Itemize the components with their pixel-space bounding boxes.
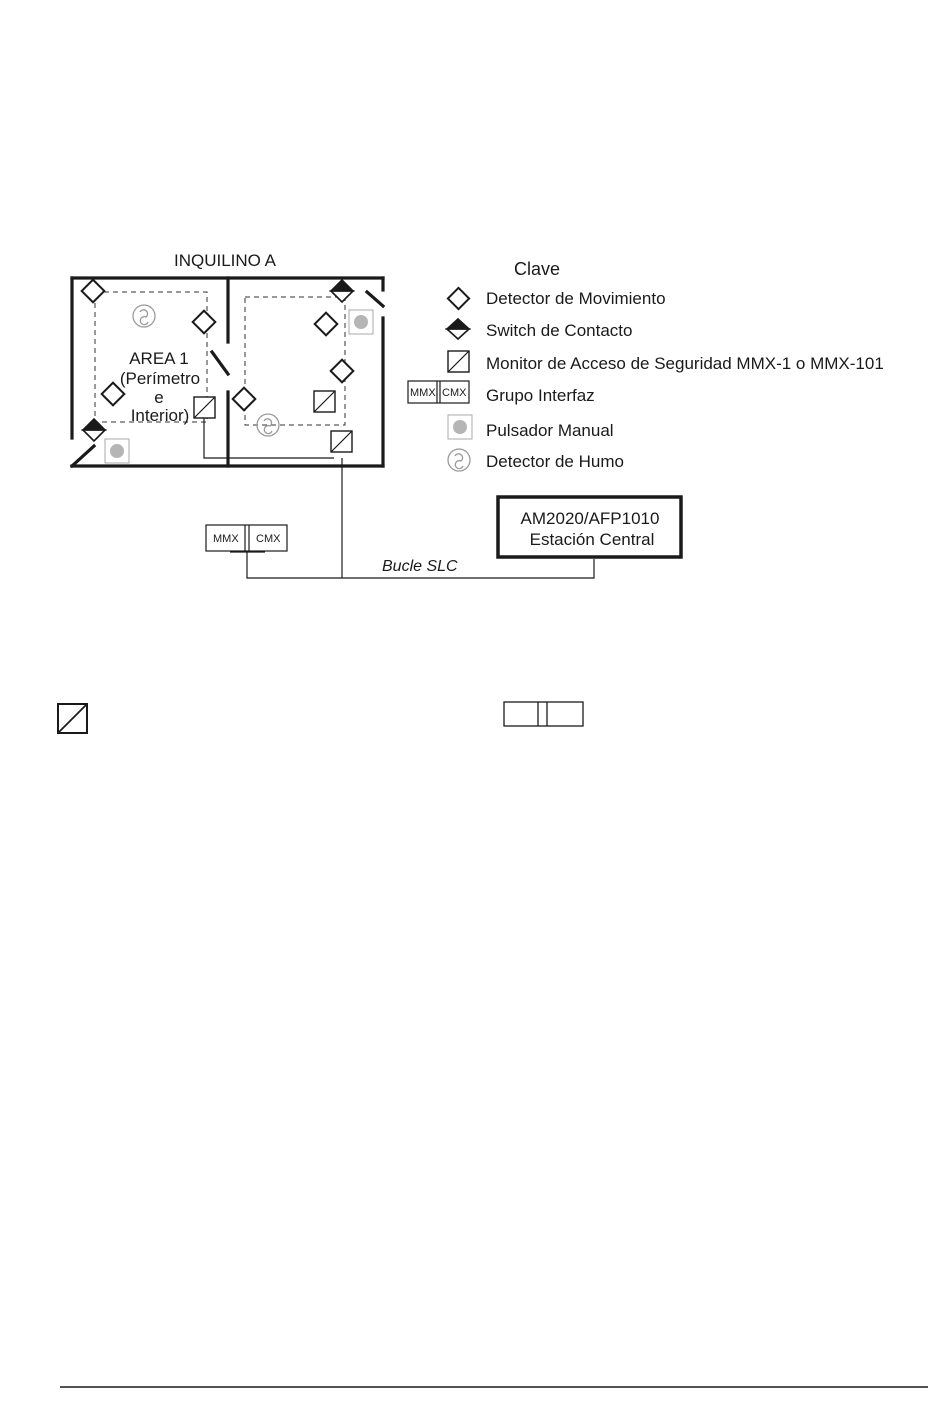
- motion-detectors: [82, 280, 354, 411]
- loop-label: Bucle SLC: [382, 558, 458, 575]
- svg-text:MMX: MMX: [410, 387, 436, 399]
- legend-item-motion: Detector de Movimiento: [486, 289, 666, 308]
- security-monitor-icon: [448, 351, 469, 372]
- contact-switch-icon: [331, 280, 353, 302]
- svg-text:e: e: [154, 388, 164, 407]
- svg-text:AM2020/AFP1010: AM2020/AFP1010: [520, 509, 660, 528]
- svg-text:CMX: CMX: [256, 533, 281, 545]
- contact-switch-icon: [447, 319, 469, 339]
- svg-text:AREA 1: AREA 1: [129, 349, 189, 368]
- manual-pull-station-icon: [349, 310, 373, 334]
- motion-detector-icon: [82, 280, 105, 303]
- security-monitor-icon: [314, 391, 335, 412]
- security-monitors: [194, 391, 352, 452]
- legend-item-interface: Grupo Interfaz: [486, 386, 595, 405]
- manual-pull-station-icon: [448, 415, 472, 439]
- contact-switch-icon: [83, 419, 105, 441]
- svg-text:MMX: MMX: [213, 533, 239, 545]
- motion-detector-icon: [193, 311, 216, 334]
- area-label: [120, 349, 200, 425]
- svg-text:CMX: CMX: [442, 387, 467, 399]
- interface-symbol-blank: [504, 702, 583, 726]
- smoke-detector-icon: [448, 449, 470, 471]
- monitor-symbol-large: [58, 704, 87, 733]
- motion-detector-icon: [315, 313, 338, 336]
- svg-text:Estación Central: Estación Central: [529, 530, 655, 549]
- legend-item-pull: Pulsador Manual: [486, 421, 614, 440]
- legend: [408, 259, 884, 471]
- tenant-label: INQUILINO A: [174, 251, 277, 270]
- motion-detector-icon: [233, 388, 256, 411]
- legend-item-smoke: Detector de Humo: [486, 452, 624, 471]
- interface-group: [206, 525, 287, 551]
- security-monitor-icon: [194, 397, 215, 418]
- manual-pull-station-icon: [105, 439, 129, 463]
- legend-item-monitor: Monitor de Acceso de Seguridad MMX-1 o MMX-101: [486, 354, 884, 373]
- svg-text:Interior): Interior): [130, 406, 190, 425]
- motion-detector-icon: [448, 288, 469, 309]
- legend-item-contact: Switch de Contacto: [486, 321, 633, 340]
- smoke-detector-icon: [133, 305, 155, 327]
- svg-text:(Perímetro: (Perímetro: [119, 369, 201, 388]
- interface-group-icon: [408, 381, 469, 403]
- central-station: [498, 497, 681, 557]
- legend-title: Clave: [514, 259, 561, 279]
- motion-detector-icon: [331, 360, 354, 383]
- security-monitor-icon: [331, 431, 352, 452]
